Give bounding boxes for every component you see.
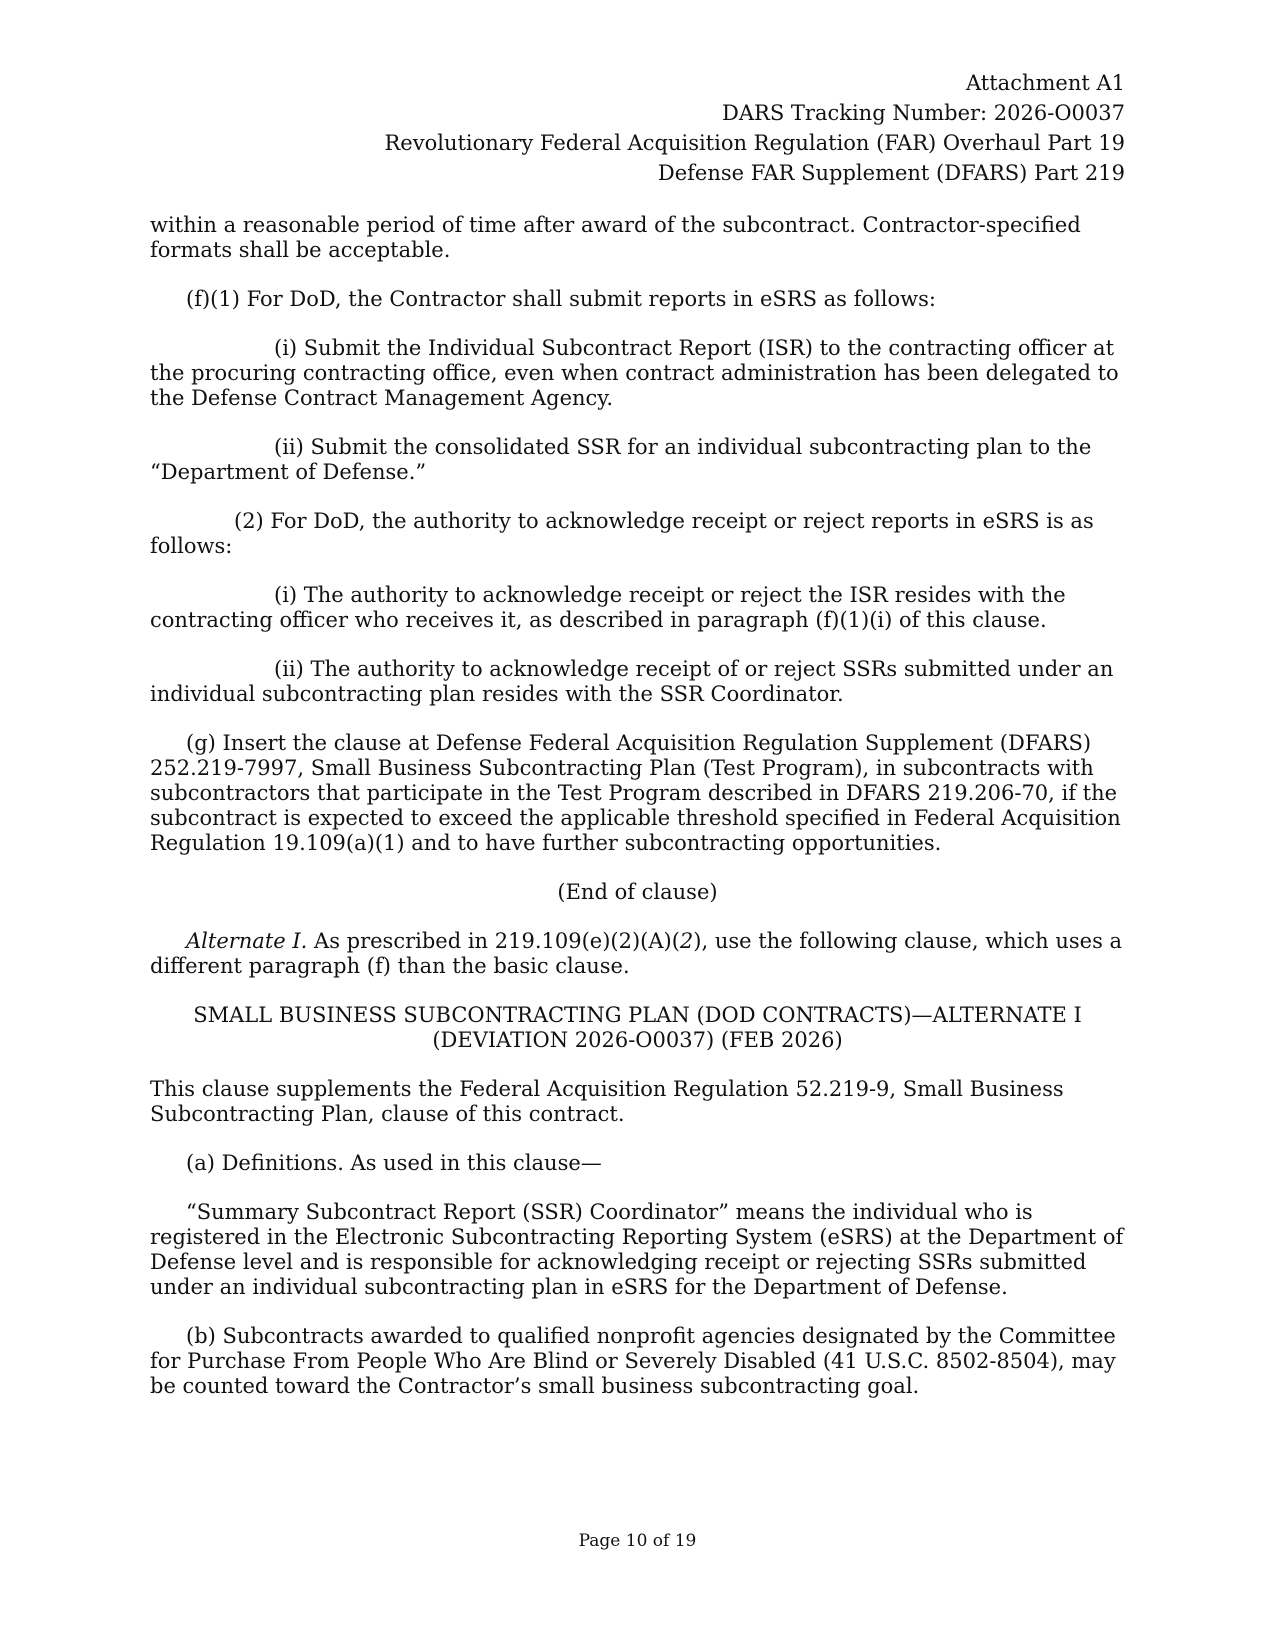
paragraph-f2-i: (i) The authority to acknowledge receipt or reject the ISR resides with the contracting officer who receives it, as described in paragraph (f)(1)(i) of this clause. xyxy=(150,583,1066,632)
document-body xyxy=(150,213,1125,1423)
paragraph-f1-ii: (ii) Submit the consolidated SSR for an individual subcontracting plan to the “Department of Defense.” xyxy=(150,435,1092,484)
page-number: Page 10 of 19 xyxy=(578,1531,697,1551)
paragraph-f2: (2) For DoD, the authority to acknowledge receipt or reject reports in eSRS is as follows: xyxy=(150,509,1094,558)
paragraph-a-definitions: (a) Definitions. As used in this clause— xyxy=(186,1151,602,1175)
alternate-text-b: ), use the following clause, which uses a different paragraph (f) than the basic clause. xyxy=(150,929,1123,978)
header-far-overhaul: Revolutionary Federal Acquisition Regulation (FAR) Overhaul Part 19 xyxy=(384,131,1125,155)
alternate-text-italic: 2 xyxy=(679,929,694,953)
end-of-clause: (End of clause) xyxy=(557,880,718,904)
paragraph-f1-i: (i) Submit the Individual Subcontract Report (ISR) to the contracting officer at the procuring contracting office, even when contract administration has been delegated to the Defense Contract Management Agency. xyxy=(150,336,1119,410)
paragraph-f2-ii: (ii) The authority to acknowledge receipt of or reject SSRs submitted under an individual subcontracting plan resides with the SSR Coordinator. xyxy=(150,657,1114,706)
alternate-text-a: As prescribed in 219.109(e)(2)(A)( xyxy=(307,929,680,953)
clause-title: SMALL BUSINESS SUBCONTRACTING PLAN (DOD CONTRACTS)—ALTERNATE I (DEVIATION 2026-O0037) (FEB 2026) xyxy=(193,1003,1082,1052)
paragraph-alternate-i xyxy=(150,929,1125,979)
paragraph-continuation: within a reasonable period of time after award of the subcontract. Contractor-specified formats shall be acceptable. xyxy=(150,213,1081,262)
paragraph-g: (g) Insert the clause at Defense Federal Acquisition Regulation Supplement (DFARS) 252.219-7997, Small Business Subcontracting Plan (Test Program), in subcontracts with subcontractors that participate in the Test Program described in DFARS 219.206-70, if the subcontract is expected to exceed the applicable threshold specified in Federal Acquisition Regulation 19.109(a)(1) and to have further subcontracting opportunities. xyxy=(150,731,1121,855)
alternate-label: Alternate I. xyxy=(186,929,308,953)
header-tracking-number: DARS Tracking Number: 2026-O0037 xyxy=(722,101,1125,125)
document-header xyxy=(225,68,1125,188)
header-dfars-part: Defense FAR Supplement (DFARS) Part 219 xyxy=(657,161,1125,185)
paragraph-ssr-coordinator-definition: “Summary Subcontract Report (SSR) Coordinator” means the individual who is registered in the Electronic Subcontracting Reporting System (eSRS) at the Department of Defense level and is responsible for acknowledging receipt or rejecting SSRs submitted under an individual subcontracting plan in eSRS for the Department of Defense. xyxy=(150,1200,1124,1299)
paragraph-b: (b) Subcontracts awarded to qualified nonprofit agencies designated by the Committee for Purchase From People Who Are Blind or Severely Disabled (41 U.S.C. 8502-8504), may be counted toward the Contractor’s small business subcontracting goal. xyxy=(150,1324,1116,1398)
paragraph-f1: (f)(1) For DoD, the Contractor shall submit reports in eSRS as follows: xyxy=(186,287,936,311)
header-attachment: Attachment A1 xyxy=(966,71,1125,95)
paragraph-supplement: This clause supplements the Federal Acquisition Regulation 52.219-9, Small Business Subcontracting Plan, clause of this contract. xyxy=(150,1077,1064,1126)
